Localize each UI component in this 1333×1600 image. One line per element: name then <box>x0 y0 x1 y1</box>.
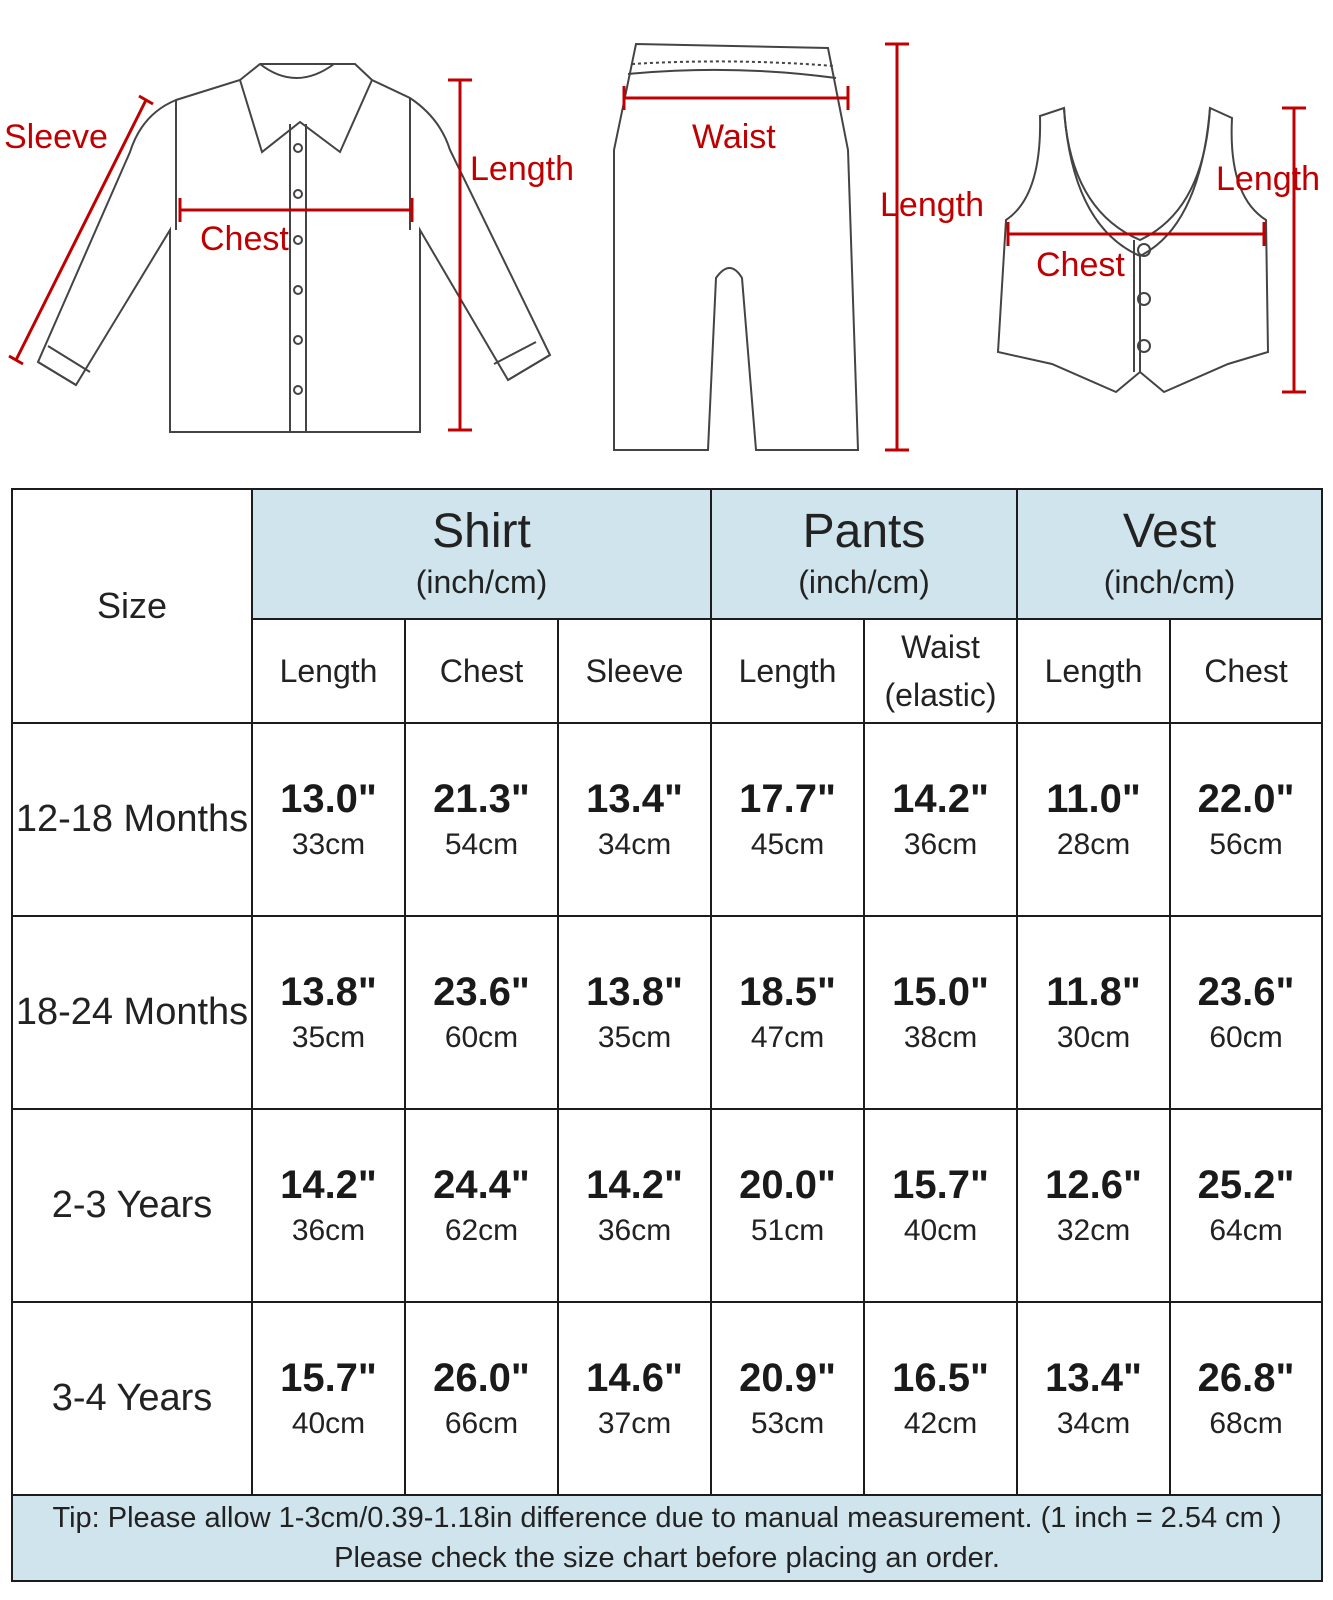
inch-value: 13.8" <box>586 969 683 1014</box>
cm-value: 51cm <box>750 1213 825 1247</box>
cm-value: 32cm <box>1056 1213 1131 1247</box>
measurement-cell <box>405 723 558 916</box>
measurement-cell <box>558 1302 711 1495</box>
subheader-pants-waist: Waist (elastic) <box>864 619 1017 723</box>
measurement-cell <box>1170 723 1322 916</box>
cm-value: 60cm <box>444 1020 519 1054</box>
measurement-cell <box>405 1302 558 1495</box>
cm-value: 28cm <box>1056 827 1131 861</box>
measurement-illustration <box>0 0 1333 478</box>
inch-value: 18.5" <box>739 969 836 1014</box>
vest-length-label: Length <box>1216 160 1320 198</box>
group-name: Shirt <box>432 505 531 558</box>
group-name: Pants <box>802 505 926 558</box>
inch-value: 14.6" <box>586 1355 683 1400</box>
inch-value: 20.0" <box>739 1162 836 1207</box>
subheader-shirt-sleeve: Sleeve <box>558 619 711 723</box>
inch-value: 12.6" <box>1045 1162 1142 1207</box>
measurement-cell <box>252 1302 405 1495</box>
shirt-diagram <box>38 64 550 432</box>
measurement-cell <box>1017 916 1170 1109</box>
cm-value: 45cm <box>750 827 825 861</box>
measurement-cell <box>1170 1302 1322 1495</box>
inch-value: 25.2" <box>1197 1162 1295 1207</box>
measurement-cell <box>1017 1109 1170 1302</box>
measurement-cell <box>252 1109 405 1302</box>
measurement-cell <box>1170 916 1322 1109</box>
subheader-shirt-length: Length <box>252 619 405 723</box>
measurement-cell <box>864 723 1017 916</box>
pants-waist-label: Waist <box>692 118 776 156</box>
size-label: 2-3 Years <box>12 1109 252 1302</box>
size-label: 12-18 Months <box>12 723 252 916</box>
cm-value: 68cm <box>1209 1406 1283 1440</box>
cm-value: 35cm <box>291 1020 366 1054</box>
cm-value: 30cm <box>1056 1020 1131 1054</box>
measurement-cell <box>558 723 711 916</box>
tip-line-1: Tip: Please allow 1-3cm/0.39-1.18in difference due to manual measurement. (1 inch = 2.54 cm ) <box>52 1502 1282 1534</box>
inch-value: 26.8" <box>1197 1355 1295 1400</box>
shirt-group-header <box>252 489 711 619</box>
pants-group-header <box>711 489 1017 619</box>
inch-value: 16.5" <box>892 1355 989 1400</box>
inch-value: 23.6" <box>1197 969 1295 1014</box>
cm-value: 36cm <box>597 1213 672 1247</box>
subheader-vest-length: Length <box>1017 619 1170 723</box>
cm-value: 34cm <box>597 827 672 861</box>
cm-value: 54cm <box>444 827 519 861</box>
cm-value: 34cm <box>1056 1406 1131 1440</box>
group-unit: (inch/cm) <box>1103 564 1236 600</box>
vest-group-header <box>1017 489 1322 619</box>
measurement-cell <box>711 916 864 1109</box>
size-column-header: Size <box>12 489 252 723</box>
cm-value: 40cm <box>291 1406 366 1440</box>
inch-value: 17.7" <box>739 776 836 821</box>
size-label: 18-24 Months <box>12 916 252 1109</box>
cm-value: 62cm <box>444 1213 519 1247</box>
pants-length-label: Length <box>880 186 984 224</box>
cm-value: 66cm <box>444 1406 519 1440</box>
inch-value: 15.7" <box>892 1162 989 1207</box>
cm-value: 53cm <box>750 1406 825 1440</box>
inch-value: 26.0" <box>433 1355 530 1400</box>
measurement-cell <box>252 723 405 916</box>
inch-value: 22.0" <box>1197 776 1295 821</box>
measurement-cell <box>1017 1302 1170 1495</box>
table-row <box>12 1302 1322 1495</box>
measurement-cell <box>711 723 864 916</box>
inch-value: 14.2" <box>280 1162 377 1207</box>
shirt-chest-label: Chest <box>200 220 289 258</box>
cm-value: 64cm <box>1209 1213 1283 1247</box>
measurement-tip <box>12 1495 1322 1581</box>
inch-value: 14.2" <box>892 776 989 821</box>
measurement-cell <box>558 916 711 1109</box>
measurement-cell <box>711 1302 864 1495</box>
vest-chest-label: Chest <box>1036 246 1125 284</box>
inch-value: 13.4" <box>1045 1355 1142 1400</box>
inch-value: 13.8" <box>280 969 377 1014</box>
inch-value: 21.3" <box>433 776 530 821</box>
shirt-sleeve-label: Sleeve <box>4 118 108 156</box>
group-unit: (inch/cm) <box>798 564 930 600</box>
size-chart-table <box>11 488 1323 1582</box>
inch-value: 15.0" <box>892 969 989 1014</box>
tip-line-2: Please check the size chart before placing an order. <box>334 1542 1000 1574</box>
subheader-vest-chest: Chest <box>1170 619 1322 723</box>
measurement-cell <box>252 916 405 1109</box>
cm-value: 47cm <box>750 1020 825 1054</box>
table-row <box>12 916 1322 1109</box>
cm-value: 37cm <box>597 1406 672 1440</box>
cm-value: 35cm <box>597 1020 672 1054</box>
measurement-cell <box>1170 1109 1322 1302</box>
cm-value: 38cm <box>903 1020 978 1054</box>
subheader-pants-length: Length <box>711 619 864 723</box>
measurement-cell <box>864 1109 1017 1302</box>
subheader-shirt-chest: Chest <box>405 619 558 723</box>
pants-diagram <box>614 44 858 450</box>
cm-value: 36cm <box>291 1213 366 1247</box>
inch-value: 14.2" <box>586 1162 683 1207</box>
inch-value: 11.0" <box>1046 776 1141 821</box>
inch-value: 13.0" <box>280 776 377 821</box>
inch-value: 24.4" <box>433 1162 530 1207</box>
cm-value: 40cm <box>903 1213 978 1247</box>
inch-value: 13.4" <box>586 776 683 821</box>
measurement-cell <box>558 1109 711 1302</box>
cm-value: 36cm <box>903 827 978 861</box>
inch-value: 15.7" <box>280 1355 377 1400</box>
group-unit: (inch/cm) <box>415 564 548 600</box>
measurement-cell <box>405 1109 558 1302</box>
measurement-cell <box>864 916 1017 1109</box>
measurement-cell <box>711 1109 864 1302</box>
shirt-length-label: Length <box>470 150 574 188</box>
table-row <box>12 723 1322 916</box>
measurement-cell <box>1017 723 1170 916</box>
table-row <box>12 1109 1322 1302</box>
measurement-cell <box>864 1302 1017 1495</box>
cm-value: 56cm <box>1209 827 1283 861</box>
size-label: 3-4 Years <box>12 1302 252 1495</box>
cm-value: 60cm <box>1209 1020 1283 1054</box>
cm-value: 42cm <box>903 1406 978 1440</box>
inch-value: 11.8" <box>1046 969 1141 1014</box>
cm-value: 33cm <box>291 827 366 861</box>
inch-value: 20.9" <box>739 1355 836 1400</box>
inch-value: 23.6" <box>433 969 530 1014</box>
measurement-cell <box>405 916 558 1109</box>
group-name: Vest <box>1122 505 1217 558</box>
